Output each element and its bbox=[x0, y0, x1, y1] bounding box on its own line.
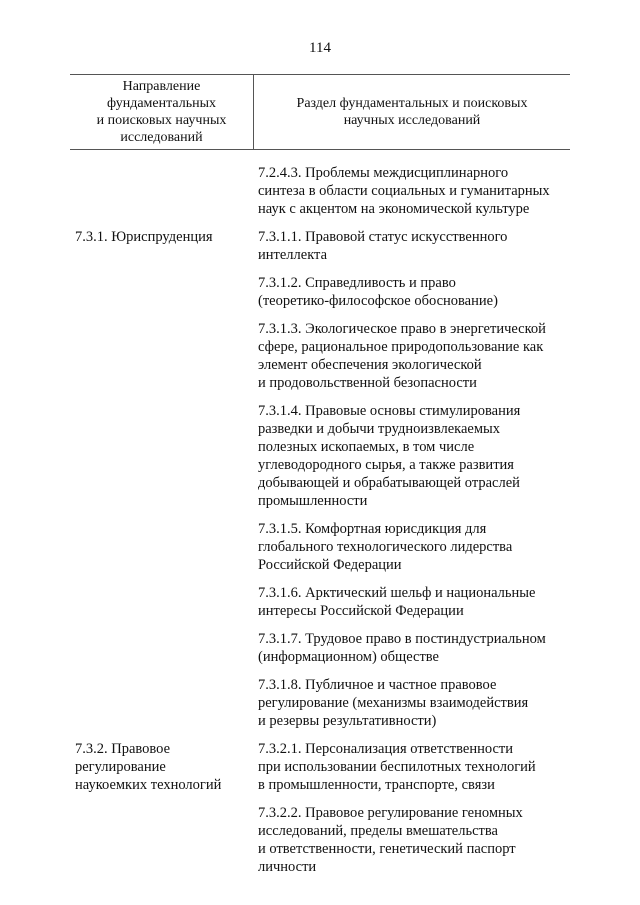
table-row bbox=[70, 740, 570, 886]
page-number: 114 bbox=[309, 40, 331, 56]
section-entry: 7.3.2.2. Правовое регулирование геномных исследований, пределы вмешательства и ответственности, генетический паспорт личности bbox=[258, 805, 523, 875]
table-body bbox=[70, 164, 570, 886]
section-entry: 7.3.1.2. Справедливость и право (теоретико-философское обоснование) bbox=[258, 275, 498, 309]
section-entry: 7.3.1.4. Правовые основы стимулирования разведки и добычи трудноизвлекаемых полезных ископаемых, в том числе углеводородного сырья, а также развития добывающей и обрабатывающей отраслей промышленности bbox=[258, 403, 521, 509]
column-header-section: Раздел фундаментальных и поисковых научных исследований bbox=[296, 96, 528, 128]
section-entry: 7.3.1.6. Арктический шельф и национальные интересы Российской Федерации bbox=[258, 585, 536, 619]
column-header-direction: Направление фундаментальных и поисковых научных исследований bbox=[96, 79, 227, 145]
direction-cell bbox=[70, 164, 255, 228]
section-entry: 7.3.1.8. Публичное и частное правовое регулирование (механизмы взаимодействия и резервы результативности) bbox=[258, 677, 529, 729]
section-cell bbox=[255, 164, 570, 228]
section-entry: 7.3.1.1. Правовой статус искусственного интеллекта bbox=[258, 229, 508, 263]
section-entry: 7.3.1.5. Комфортная юрисдикция для глобального технологического лидерства Российской Федерации bbox=[258, 521, 513, 573]
direction-cell: 7.3.1. Юриспруденция bbox=[75, 229, 213, 245]
table-row bbox=[70, 164, 570, 228]
section-cell bbox=[255, 228, 570, 740]
table-row bbox=[70, 228, 570, 740]
section-entry: 7.3.2.1. Персонализация ответственности при использовании беспилотных технологий в промышленности, транспорте, связи bbox=[258, 741, 536, 793]
section-entry: 7.3.1.7. Трудовое право в постиндустриальном (информационном) обществе bbox=[258, 631, 546, 665]
header-bottom-rule bbox=[70, 149, 570, 150]
section-entry: 7.2.4.3. Проблемы междисциплинарного синтеза в области социальных и гуманитарных наук с акцентом на экономической культуре bbox=[258, 165, 550, 217]
section-entry: 7.3.1.3. Экологическое право в энергетической сфере, рациональное природопользование как элемент обеспечения экологической и продовольственной безопасности bbox=[258, 321, 546, 391]
direction-cell: 7.3.2. Правовое регулирование наукоемких технологий bbox=[75, 741, 222, 793]
table-top-rule bbox=[70, 74, 570, 75]
section-cell bbox=[255, 740, 570, 886]
